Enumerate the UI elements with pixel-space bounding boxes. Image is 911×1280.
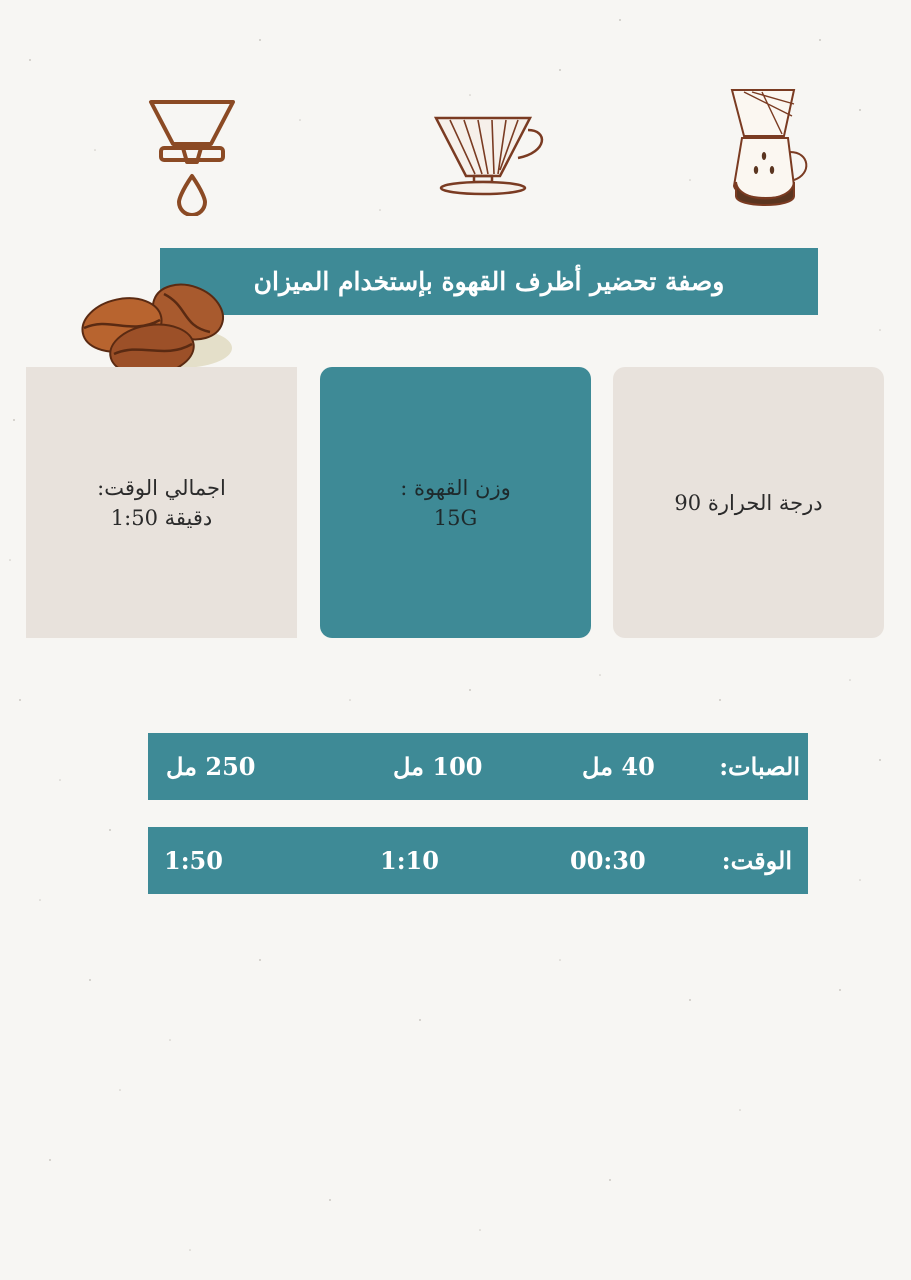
pour-value-1: 40 مل bbox=[582, 752, 655, 781]
temperature-label: درجة الحرارة 90 bbox=[674, 490, 823, 515]
total-time-card bbox=[26, 367, 297, 638]
coffee-weight-card bbox=[320, 367, 591, 638]
pour-over-dripper-icon bbox=[430, 112, 545, 197]
total-time-value: دقيقة 1:50 bbox=[110, 505, 213, 530]
pour-value-3: 250 مل bbox=[166, 752, 256, 781]
time-value-3: 1:50 bbox=[164, 846, 223, 875]
coffee-weight-value: 15G bbox=[433, 505, 478, 530]
dripper-drop-icon bbox=[145, 96, 240, 216]
pours-label: الصبات: bbox=[719, 752, 800, 781]
coffee-weight-label: وزن القهوة : bbox=[400, 475, 511, 500]
time-value-1: 00:30 bbox=[570, 846, 646, 875]
times-label: الوقت: bbox=[721, 846, 792, 875]
temperature-card bbox=[613, 367, 884, 638]
recipe-title: وصفة تحضير أظرف القهوة بإستخدام الميزان bbox=[160, 248, 818, 315]
pours-row bbox=[148, 733, 808, 800]
total-time-label: اجمالي الوقت: bbox=[97, 475, 226, 500]
chemex-icon bbox=[722, 86, 812, 211]
time-value-2: 1:10 bbox=[380, 846, 439, 875]
pour-value-2: 100 مل bbox=[393, 752, 483, 781]
times-row bbox=[148, 827, 808, 894]
